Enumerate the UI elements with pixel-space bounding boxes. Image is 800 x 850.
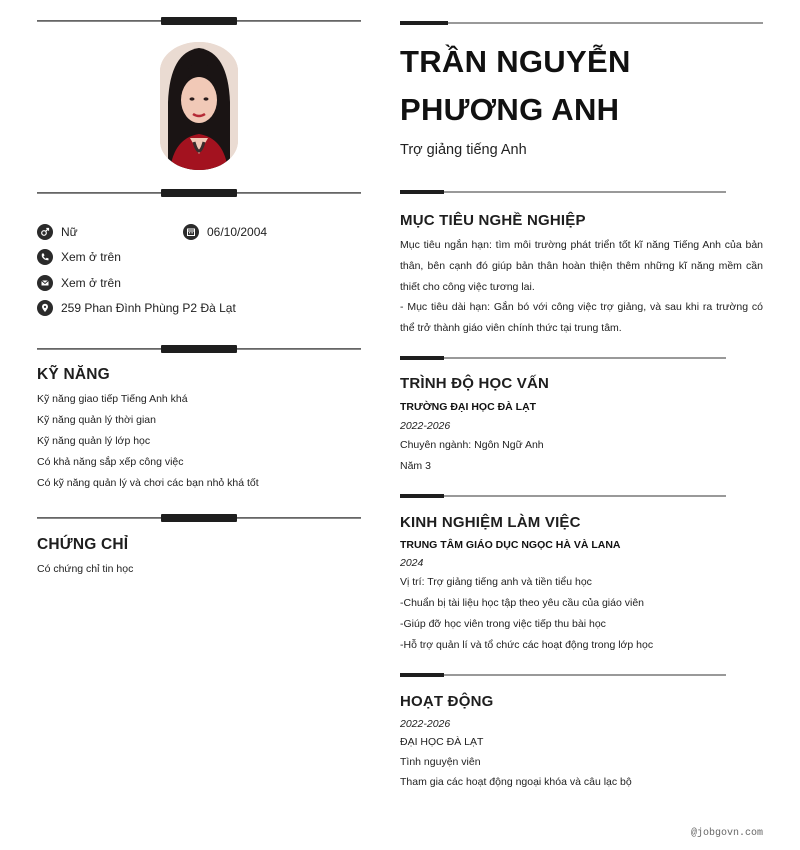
experience-title: KINH NGHIỆM LÀM VIỆC — [400, 514, 581, 531]
list-item: -Chuẩn bị tài liệu học tập theo yêu cầu của giáo viên — [400, 597, 644, 609]
education-title: TRÌNH ĐỘ HỌC VẤN — [400, 375, 550, 392]
certificates-title: CHỨNG CHỈ — [37, 536, 129, 553]
education-major: Chuyên ngành: Ngôn Ngữ Anh — [400, 439, 544, 451]
activities-title: HOẠT ĐỘNG — [400, 693, 494, 710]
list-item: Kỹ năng quản lý thời gian — [37, 414, 156, 426]
list-item: -Hỗ trợ quản lí và tổ chức các hoạt động trong lớp học — [400, 639, 654, 651]
divider — [37, 514, 361, 522]
portrait-photo — [160, 42, 238, 170]
list-item: Vị trí: Trợ giảng tiếng anh và tiền tiểu học — [400, 576, 592, 588]
email-value: Xem ở trên — [61, 276, 121, 290]
divider — [400, 494, 726, 499]
birthdate-row — [183, 224, 267, 240]
list-item: Có kỹ năng quản lý và chơi các bạn nhỏ khá tốt — [37, 477, 259, 489]
list-item: Tình nguyện viên — [400, 756, 481, 768]
birthdate-value: 06/10/2004 — [207, 225, 268, 239]
job-title: Trợ giảng tiếng Anh — [400, 142, 527, 158]
activities-period: 2022-2026 — [400, 718, 451, 730]
certificates-list — [37, 559, 133, 580]
objective-short-term: Mục tiêu ngắn hạn: tìm môi trường phát triển tốt kĩ năng Tiếng Anh của bản thân, bên cạnh đó giúp bản thân hoàn thiện thêm những kĩ năng mềm cần thiết cho công việc tương lai. — [400, 239, 763, 293]
list-item: Có khả năng sắp xếp công việc — [37, 456, 184, 468]
location-pin-icon — [37, 300, 53, 316]
education-school: TRƯỜNG ĐẠI HỌC ĐÀ LẠT — [400, 401, 537, 413]
experience-org: TRUNG TÂM GIÁO DỤC NGỌC HÀ VÀ LANA — [400, 539, 621, 551]
divider — [400, 21, 763, 26]
experience-period: 2024 — [400, 557, 424, 569]
skills-title: KỸ NĂNG — [37, 366, 110, 383]
objective-title: MỤC TIÊU NGHỀ NGHIỆP — [400, 212, 586, 229]
gender-icon — [37, 224, 53, 240]
education-year: Năm 3 — [400, 460, 431, 472]
divider — [400, 356, 726, 361]
divider — [400, 673, 726, 678]
calendar-icon — [183, 224, 199, 240]
skills-list — [37, 389, 259, 494]
phone-row — [37, 249, 121, 265]
divider — [37, 17, 361, 25]
objective-long-term: - Mục tiêu dài hạn: Gắn bó với công việc trợ giảng, và sau khi ra trường có thể trở thành giáo viên chính thức tại trung tâm. — [400, 301, 763, 334]
divider — [400, 190, 726, 195]
watermark: @jobgovn.com — [690, 828, 763, 839]
address-value: 259 Phan Đình Phùng P2 Đà Lạt — [61, 301, 236, 315]
avatar — [160, 42, 238, 170]
gender-row — [37, 224, 78, 240]
phone-value: Xem ở trên — [61, 250, 121, 264]
gender-value: Nữ — [61, 225, 78, 239]
divider — [37, 345, 361, 353]
list-item: Tham gia các hoạt động ngoại khóa và câu lạc bộ — [400, 776, 632, 788]
email-row — [37, 275, 121, 291]
divider — [37, 189, 361, 197]
name-line-1: TRẦN NGUYỄN — [400, 44, 631, 79]
list-item: Kỹ năng quản lý lớp học — [37, 435, 151, 447]
phone-icon — [37, 249, 53, 265]
name-line-2: PHƯƠNG ANH — [400, 92, 620, 127]
education-period: 2022-2026 — [400, 420, 451, 432]
full-name — [400, 38, 631, 134]
list-item: ĐẠI HỌC ĐÀ LẠT — [400, 736, 484, 748]
list-item: Kỹ năng giao tiếp Tiếng Anh khá — [37, 393, 188, 405]
list-item: Có chứng chỉ tin học — [37, 563, 134, 575]
mail-icon — [37, 275, 53, 291]
address-row — [37, 300, 236, 316]
list-item: -Giúp đỡ học viên trong việc tiếp thu bài học — [400, 618, 606, 630]
